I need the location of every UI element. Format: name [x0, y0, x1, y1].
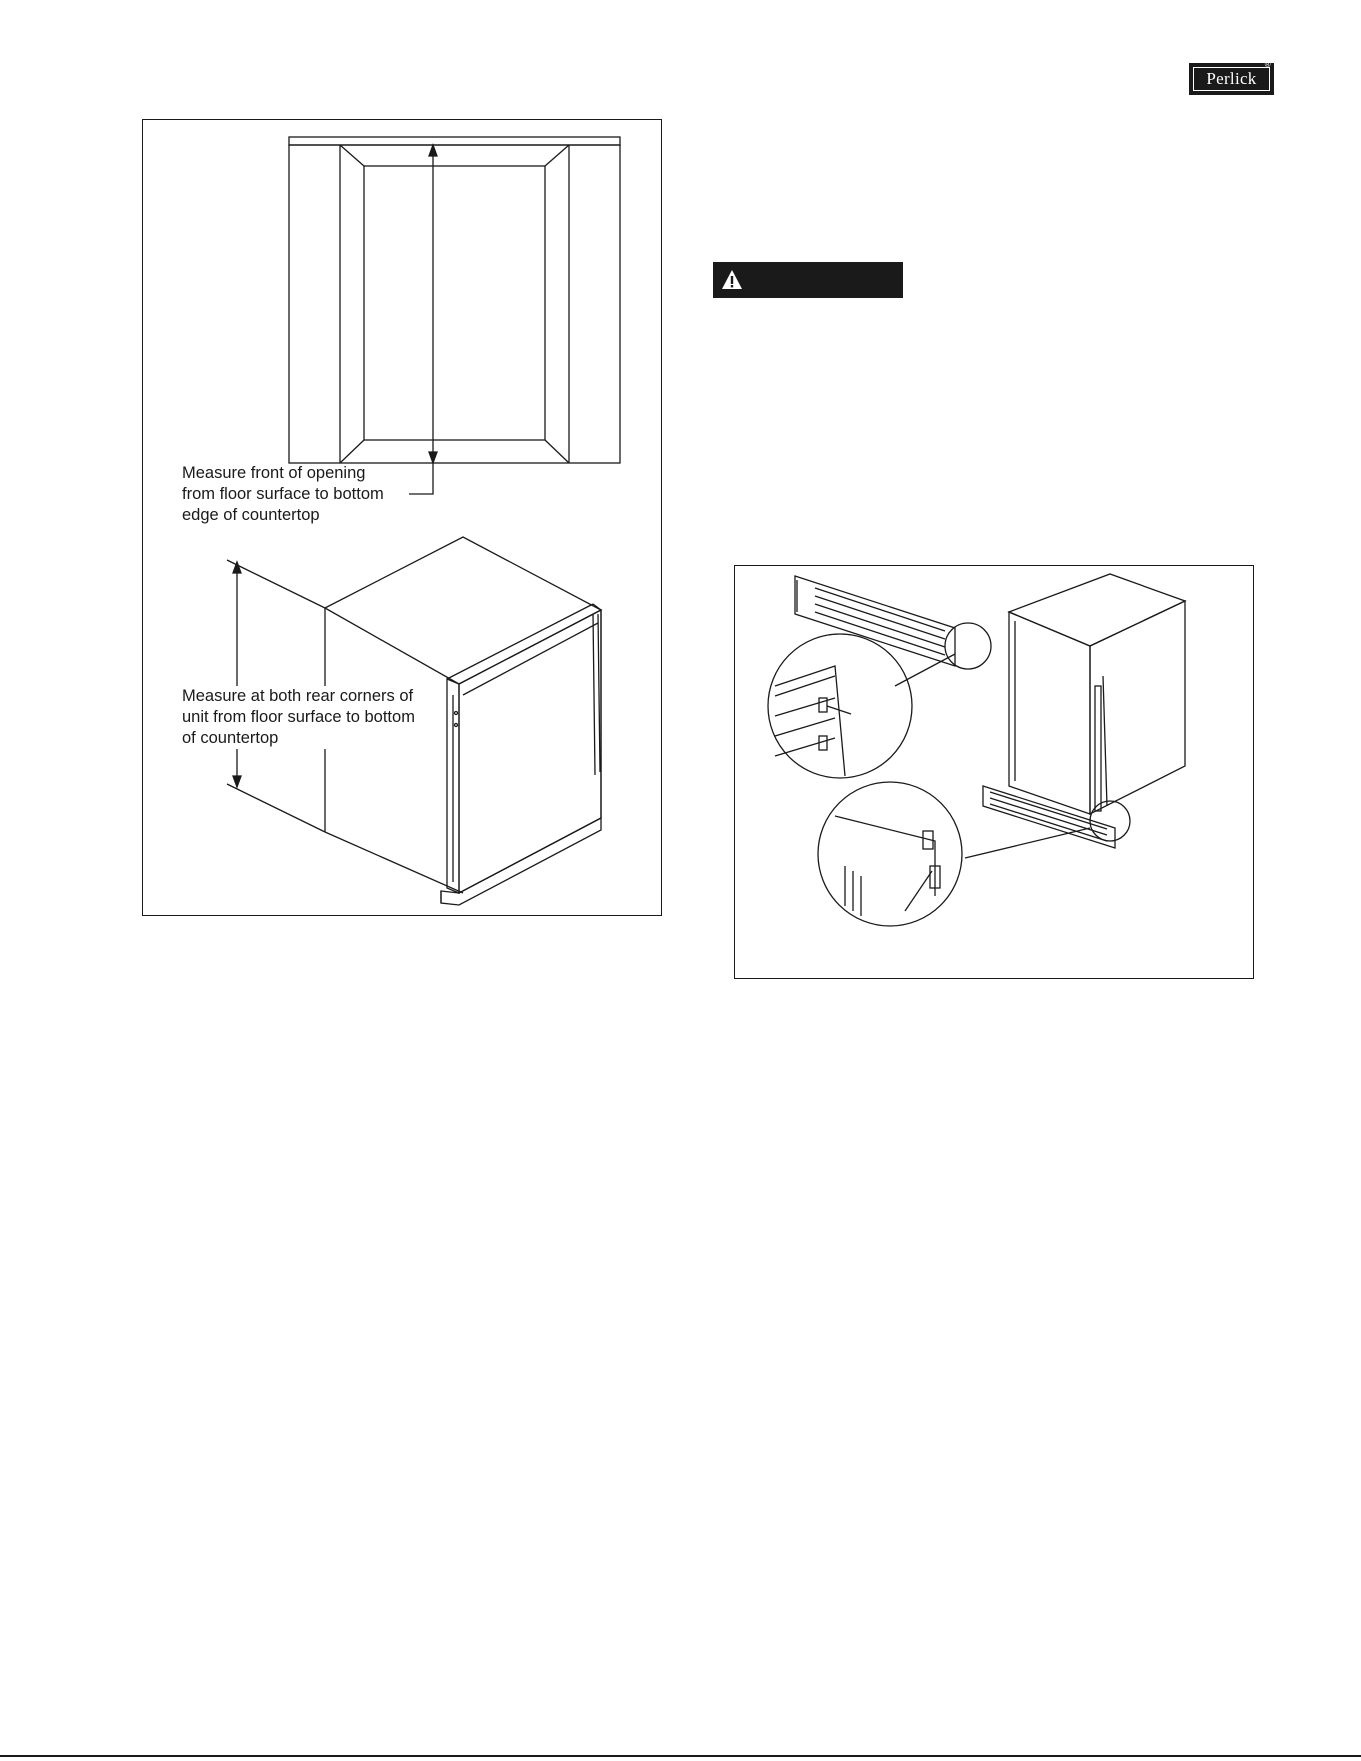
- callout-opening-line-1: Measure front of opening: [182, 464, 366, 482]
- perlick-logo: [1189, 60, 1274, 95]
- callout-unit-line-3: of countertop: [182, 729, 279, 747]
- unit-top: [325, 537, 601, 684]
- warning-banner: [713, 262, 903, 298]
- cabinet-frame: [289, 145, 620, 463]
- logo-text: Perlick: [1206, 69, 1257, 88]
- unit-top-small: [1009, 574, 1185, 646]
- measurement-figure: [142, 119, 662, 916]
- footer-rule: [0, 1755, 1361, 1757]
- opening-inner: [364, 166, 545, 440]
- countertop-edge: [289, 137, 620, 145]
- callout-opening: [182, 463, 384, 526]
- callout-unit: [182, 686, 417, 749]
- grille-figure: [734, 565, 1254, 979]
- callout-unit-line-2: unit from floor surface to bottom: [182, 708, 415, 726]
- top-grille-highlight-circle: [945, 623, 991, 669]
- unit-door-small: [1009, 612, 1090, 814]
- bottom-grille-highlight-circle: [1090, 801, 1130, 841]
- callout-unit-line-1: Measure at both rear corners of: [182, 687, 414, 705]
- logo-registered-mark: ®: [1264, 60, 1271, 69]
- grille-drawing: [735, 566, 1252, 977]
- callout-opening-line-2: from floor surface to bottom: [182, 485, 384, 503]
- magnified-clip-view: [768, 634, 912, 778]
- magnified-bracket-view: [818, 782, 962, 926]
- warning-triangle-icon: [721, 269, 743, 291]
- callout-opening-line-3: edge of countertop: [182, 506, 320, 524]
